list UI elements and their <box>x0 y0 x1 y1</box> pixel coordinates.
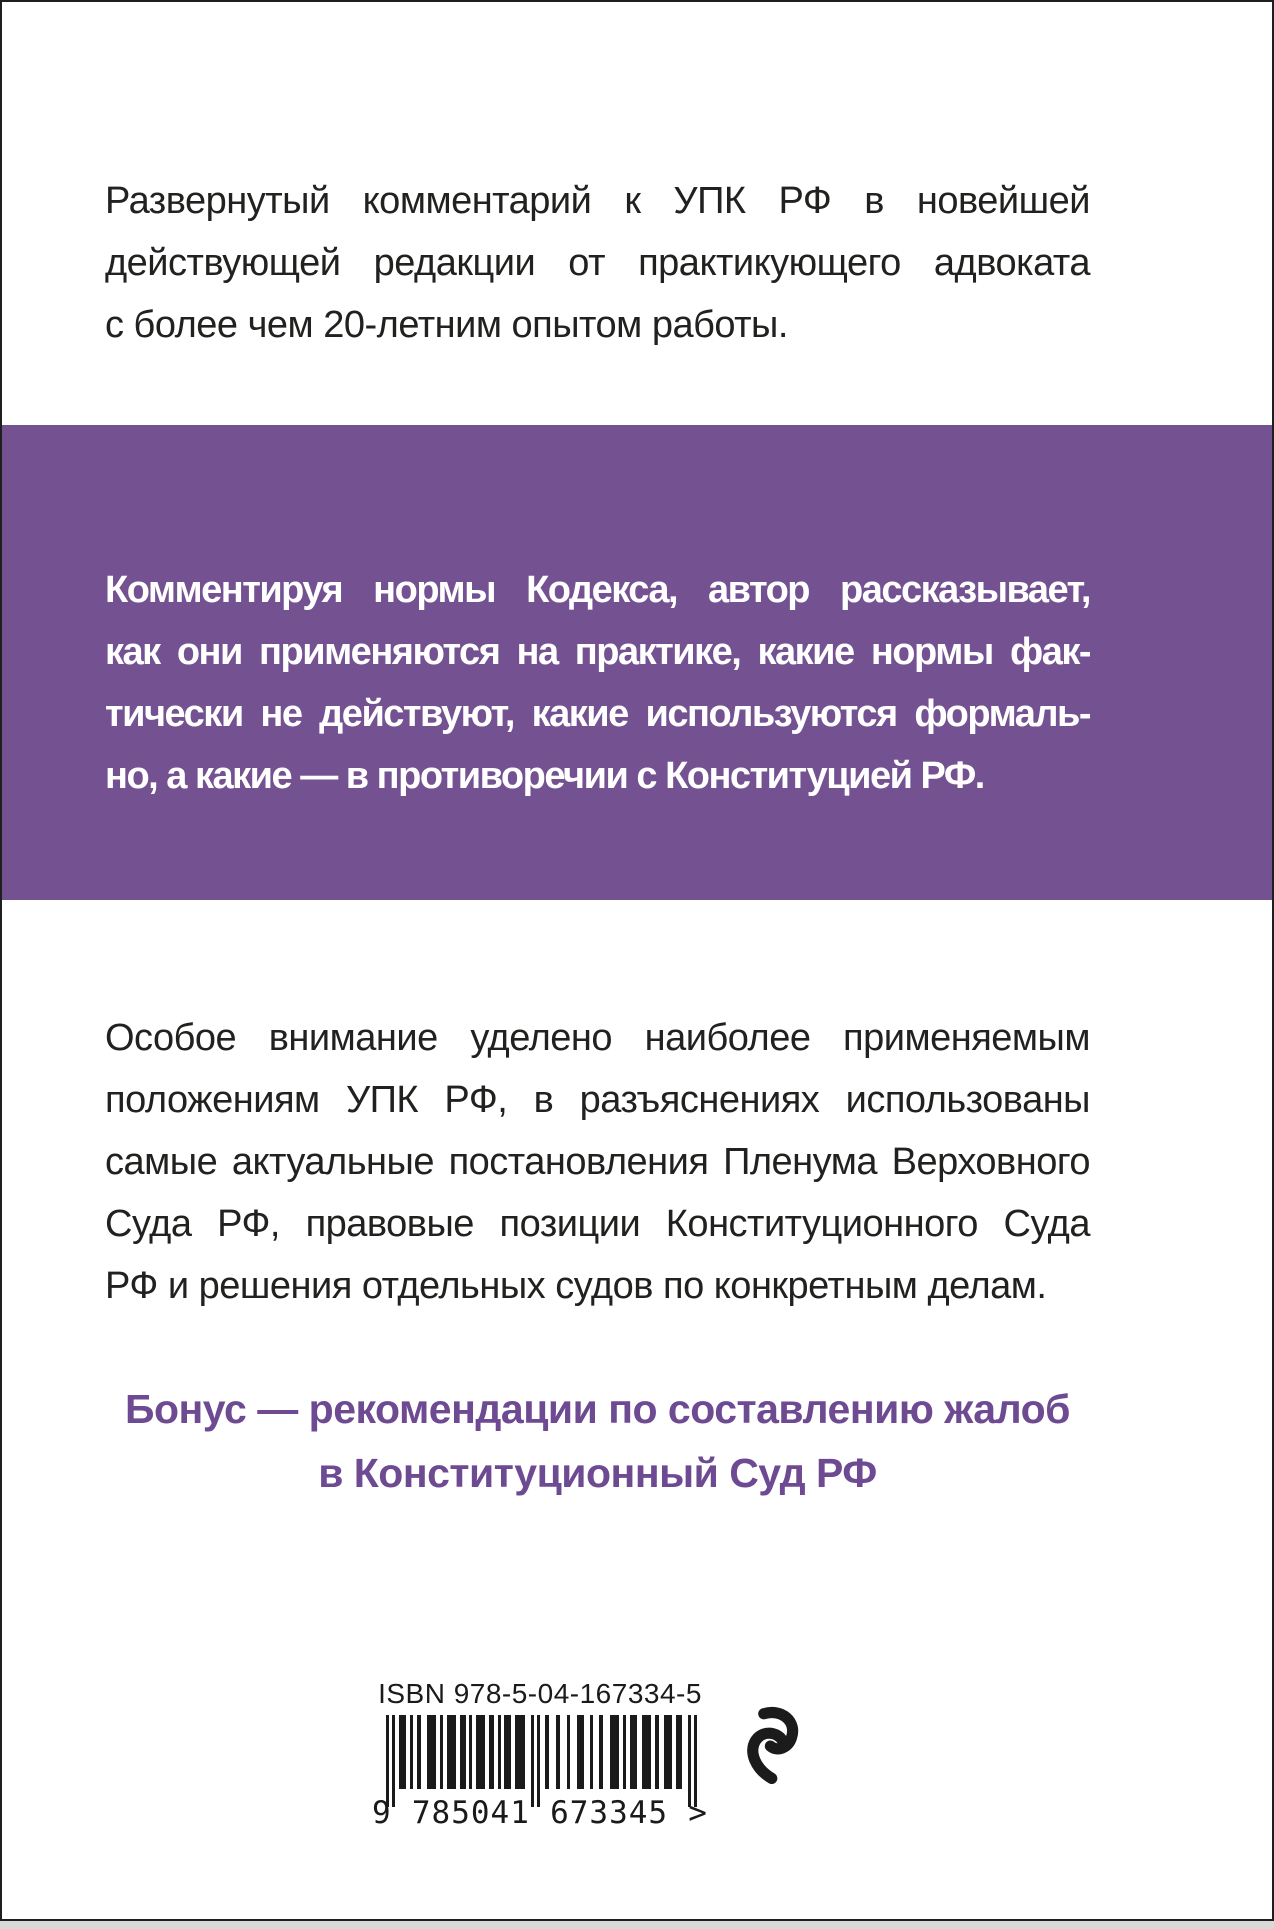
text-line: положениям УПК РФ, в разъяснениях использованы <box>105 1079 1090 1121</box>
text-line: в Конституционный Суд РФ <box>318 1450 877 1496</box>
text-line: Развернутый комментарий к УПК РФ в новейшей <box>105 180 1090 222</box>
isbn-label: ISBN 978-5-04-167334-5 <box>378 1678 702 1709</box>
text-line: Комментируя нормы Кодекса, автор рассказывает, <box>105 569 1090 611</box>
text-line: РФ и решения отдельных судов по конкретным делам. <box>105 1265 1047 1307</box>
text-line: как они применяются на практике, какие нормы фак- <box>105 631 1090 673</box>
text-line: самые актуальные постановления Пленума Верховного <box>105 1141 1090 1183</box>
text-line: Суда РФ, правовые позиции Конституционного Суда <box>105 1203 1090 1245</box>
intro-paragraph <box>105 2 1090 356</box>
barcode-digit-group: 673345 <box>550 1795 669 1831</box>
text-line: с более чем 20-летним опытом работы. <box>105 304 788 346</box>
text-line: но, а какие — в противоречии с Конституцией РФ. <box>105 755 984 797</box>
bonus-note <box>105 1377 1090 1505</box>
details-paragraph <box>105 900 1090 1317</box>
barcode-digit-group: 9 <box>372 1795 392 1831</box>
text-line: Особое внимание уделено наиболее применяемым <box>105 1017 1090 1059</box>
text-line: действующей редакции от практикующего адвоката <box>105 242 1090 284</box>
text-line: Бонус — рекомендации по составлению жалоб <box>125 1386 1070 1432</box>
band-paragraph <box>105 559 1090 807</box>
highlight-band <box>2 425 1272 900</box>
barcode-digit-group: 785041 <box>411 1795 530 1831</box>
eksmo-swirl-icon <box>744 1704 810 1800</box>
text-line: тически не действуют, какие используются формаль- <box>105 693 1090 735</box>
barcode-digit-group: > <box>688 1795 708 1831</box>
isbn-block <box>370 1678 710 1831</box>
